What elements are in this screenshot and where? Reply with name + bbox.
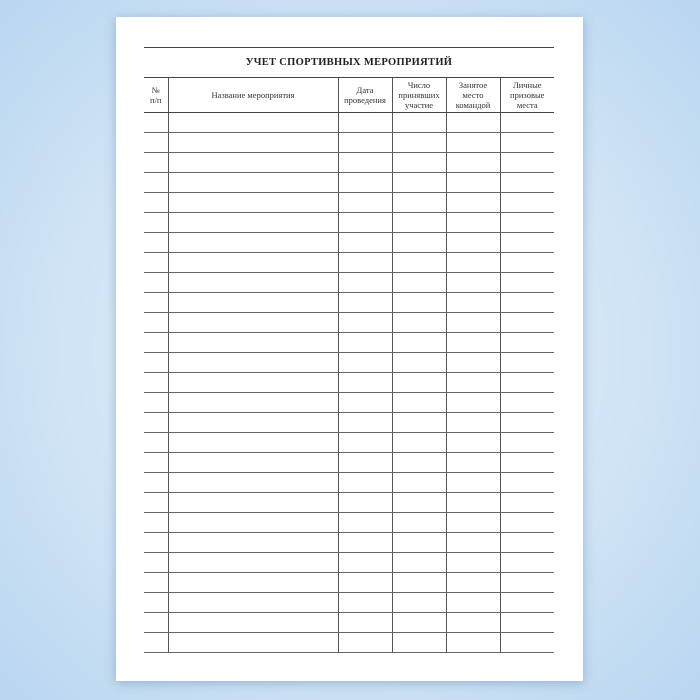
table-cell (168, 333, 338, 353)
table-cell (446, 633, 500, 653)
table-row (144, 373, 554, 393)
table-cell (392, 253, 446, 273)
table-cell (392, 133, 446, 153)
table-cell (338, 313, 392, 333)
table-cell (500, 153, 554, 173)
table-cell (338, 153, 392, 173)
table-cell (446, 353, 500, 373)
table-cell (144, 173, 168, 193)
table-cell (500, 413, 554, 433)
table-cell (338, 633, 392, 653)
table-cell (338, 493, 392, 513)
table-cell (392, 593, 446, 613)
table-cell (446, 453, 500, 473)
table-cell (500, 233, 554, 253)
table-cell (392, 173, 446, 193)
table-cell (338, 553, 392, 573)
table-row (144, 173, 554, 193)
table-cell (144, 533, 168, 553)
table-row (144, 333, 554, 353)
table-cell (144, 333, 168, 353)
table-cell (168, 413, 338, 433)
table-cell (338, 513, 392, 533)
table-cell (338, 473, 392, 493)
table-cell (500, 113, 554, 133)
table-row (144, 313, 554, 333)
table-cell (144, 453, 168, 473)
table-cell (144, 233, 168, 253)
table-cell (168, 473, 338, 493)
table-cell (500, 333, 554, 353)
table-cell (168, 453, 338, 473)
events-table (144, 77, 554, 653)
table-cell (446, 273, 500, 293)
table-cell (446, 313, 500, 333)
table-cell (168, 353, 338, 373)
table-cell (446, 373, 500, 393)
table-cell (168, 273, 338, 293)
table-row (144, 193, 554, 213)
table-cell (144, 593, 168, 613)
table-cell (144, 213, 168, 233)
table-cell (392, 573, 446, 593)
table-cell (168, 493, 338, 513)
table-cell (144, 513, 168, 533)
table-cell (144, 293, 168, 313)
table-cell (446, 113, 500, 133)
table-cell (392, 113, 446, 133)
table-cell (392, 353, 446, 373)
table-cell (168, 233, 338, 253)
table-cell (144, 153, 168, 173)
table-cell (168, 153, 338, 173)
table-cell (168, 313, 338, 333)
table-cell (500, 253, 554, 273)
table-cell (500, 633, 554, 653)
table-cell (338, 193, 392, 213)
table-cell (144, 373, 168, 393)
column-header-event-name: Название мероприятия (168, 78, 338, 113)
table-cell (144, 633, 168, 653)
table-cell (500, 533, 554, 553)
table-cell (168, 293, 338, 313)
table-cell (392, 533, 446, 553)
table-cell (446, 553, 500, 573)
top-rule (144, 47, 554, 48)
table-cell (168, 213, 338, 233)
table-row (144, 453, 554, 473)
table-cell (338, 573, 392, 593)
table-cell (500, 593, 554, 613)
column-header-team-place: Занятое место командой (446, 78, 500, 113)
table-cell (392, 513, 446, 533)
table-cell (500, 613, 554, 633)
table-cell (446, 253, 500, 273)
table-cell (144, 193, 168, 213)
table-cell (168, 113, 338, 133)
table-row (144, 613, 554, 633)
table-cell (338, 133, 392, 153)
table-cell (338, 293, 392, 313)
column-header-personal-prizes: Личные призовые места (500, 78, 554, 113)
table-cell (168, 553, 338, 573)
table-cell (168, 633, 338, 653)
table-cell (392, 613, 446, 633)
table-cell (168, 433, 338, 453)
table-cell (500, 213, 554, 233)
table-cell (500, 553, 554, 573)
table-cell (446, 413, 500, 433)
table-cell (338, 373, 392, 393)
table-cell (168, 533, 338, 553)
table-cell (392, 473, 446, 493)
table-cell (392, 553, 446, 573)
table-cell (392, 433, 446, 453)
table-cell (392, 413, 446, 433)
table-cell (168, 133, 338, 153)
table-cell (144, 553, 168, 573)
table-row (144, 133, 554, 153)
table-cell (446, 533, 500, 553)
table-cell (500, 133, 554, 153)
table-row (144, 553, 554, 573)
table-cell (392, 493, 446, 513)
table-cell (168, 393, 338, 413)
table-cell (446, 493, 500, 513)
table-cell (500, 353, 554, 373)
table-cell (338, 433, 392, 453)
table-cell (144, 113, 168, 133)
table-cell (446, 613, 500, 633)
table-row (144, 493, 554, 513)
table-cell (392, 453, 446, 473)
table-cell (446, 573, 500, 593)
table-cell (338, 533, 392, 553)
table-cell (446, 213, 500, 233)
table-cell (168, 173, 338, 193)
table-row (144, 573, 554, 593)
table-cell (446, 393, 500, 413)
table-cell (392, 213, 446, 233)
table-cell (392, 273, 446, 293)
table-cell (338, 393, 392, 413)
table-cell (446, 173, 500, 193)
table-cell (168, 573, 338, 593)
table-cell (446, 293, 500, 313)
table-cell (338, 593, 392, 613)
table-cell (144, 273, 168, 293)
table-cell (144, 393, 168, 413)
table-cell (500, 493, 554, 513)
column-header-number: № п/п (144, 78, 168, 113)
table-row (144, 293, 554, 313)
table-cell (338, 353, 392, 373)
table-cell (144, 133, 168, 153)
table-cell (168, 253, 338, 273)
table-cell (500, 473, 554, 493)
table-row (144, 213, 554, 233)
table-row (144, 113, 554, 133)
table-row (144, 153, 554, 173)
table-cell (446, 593, 500, 613)
table-row (144, 253, 554, 273)
journal-page (116, 17, 583, 681)
table-cell (144, 573, 168, 593)
table-cell (144, 313, 168, 333)
table-row (144, 273, 554, 293)
table-cell (446, 233, 500, 253)
table-cell (500, 373, 554, 393)
table-cell (500, 513, 554, 533)
table-cell (500, 193, 554, 213)
table-row (144, 353, 554, 373)
table-cell (392, 313, 446, 333)
table-cell (500, 393, 554, 413)
table-cell (144, 493, 168, 513)
page-title: УЧЕТ СПОРТИВНЫХ МЕРОПРИЯТИЙ (245, 57, 453, 68)
table-row (144, 513, 554, 533)
table-cell (446, 193, 500, 213)
table-cell (144, 353, 168, 373)
table-cell (446, 333, 500, 353)
table-cell (144, 413, 168, 433)
table-cell (446, 133, 500, 153)
table-cell (338, 333, 392, 353)
table-cell (168, 373, 338, 393)
table-body (144, 113, 554, 653)
table-row (144, 433, 554, 453)
table-cell (338, 173, 392, 193)
table-row (144, 413, 554, 433)
table-row (144, 393, 554, 413)
table-cell (168, 193, 338, 213)
table-row (144, 233, 554, 253)
table-cell (338, 233, 392, 253)
table-cell (446, 513, 500, 533)
table-cell (500, 453, 554, 473)
table-row (144, 473, 554, 493)
table-cell (392, 193, 446, 213)
table-cell (500, 293, 554, 313)
table-cell (392, 393, 446, 413)
table-cell (500, 573, 554, 593)
table-cell (392, 293, 446, 313)
table-cell (144, 253, 168, 273)
table-cell (338, 453, 392, 473)
table-cell (144, 613, 168, 633)
table-cell (168, 593, 338, 613)
table-cell (338, 113, 392, 133)
table-row (144, 533, 554, 553)
table-cell (392, 153, 446, 173)
table-cell (338, 213, 392, 233)
table-cell (392, 633, 446, 653)
table-cell (446, 153, 500, 173)
table-cell (144, 473, 168, 493)
column-header-date: Дата проведения (338, 78, 392, 113)
table-row (144, 593, 554, 613)
table-cell (500, 313, 554, 333)
column-header-participants: Число принявших участие (392, 78, 446, 113)
table-cell (500, 273, 554, 293)
table-cell (144, 433, 168, 453)
table-header-row (144, 78, 554, 113)
table-cell (168, 513, 338, 533)
table-cell (338, 273, 392, 293)
table-cell (392, 333, 446, 353)
table-cell (446, 433, 500, 453)
table-cell (446, 473, 500, 493)
table-cell (338, 253, 392, 273)
table-cell (392, 373, 446, 393)
table-cell (500, 433, 554, 453)
table-row (144, 633, 554, 653)
table-cell (500, 173, 554, 193)
table-cell (338, 413, 392, 433)
table-cell (168, 613, 338, 633)
table-cell (392, 233, 446, 253)
table-cell (338, 613, 392, 633)
